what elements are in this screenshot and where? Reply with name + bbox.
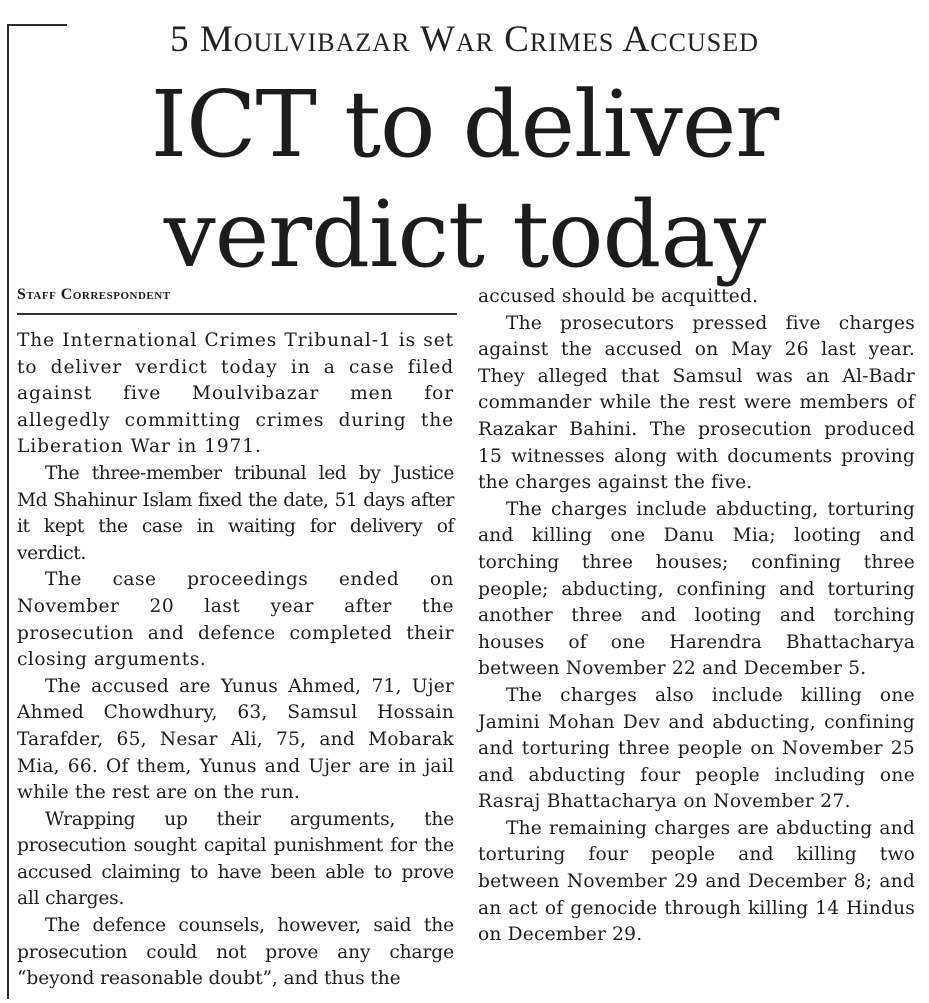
headline-line-1: ICT to deliver [150, 71, 779, 178]
paragraph: The three-member tribunal led by Justice Md Shahinur Islam fixed the date, 51 days after it kept the case in waiting for delivery of verdict. [17, 462, 454, 564]
headline-line-2: verdict today [163, 181, 766, 288]
paragraph: accused should be acquitted. [478, 286, 759, 307]
article-column-right [478, 284, 915, 949]
main-headline [0, 70, 929, 290]
paragraph: The remaining charges are abducting and torturing four people and killing two between November 29 and December 8; and an act of genocide through killing 14 Hindus on December 29. [478, 817, 915, 946]
article-column-left [17, 328, 454, 993]
kicker-headline: 5 Moulvibazar War Crimes Accused [170, 19, 759, 60]
paragraph: The accused are Yunus Ahmed, 71, Ujer Ahmed Chowdhury, 63, Samsul Hossain Tarafder, 65, Nesar Ali, 75, and Mobarak Mia, 66. Of them, Yunus and Ujer are in jail while the rest are on the run. [17, 675, 454, 804]
paragraph: Wrapping up their arguments, the prosecution sought capital punishment for the accused claiming to have been able to prove all charges. [17, 808, 454, 910]
paragraph: The International Crimes Tribunal-1 is set to deliver verdict today in a case filed against five Moulvibazar men for allegedly committing crimes during the Liberation War in 1971. [17, 330, 454, 458]
paragraph: The charges also include killing one Jamini Mohan Dev and abducting, confining and torturing three people on November 25 and abducting four people including one Rasraj Bhattacharya on November 27. [478, 684, 915, 813]
paragraph: The case proceedings ended on November 20 last year after the prosecution and defence completed their closing arguments. [17, 569, 454, 671]
paragraph: The defence counsels, however, said the prosecution could not prove any charge “beyond reasonable doubt”, and thus the [17, 915, 454, 990]
byline: Staff Correspondent [17, 286, 171, 303]
byline-divider [17, 313, 457, 315]
paragraph: The charges include abducting, torturing and killing one Danu Mia; looting and torching three houses; confining three people; abducting, confining and torturing another three and looting and torching houses of one Harendra Bhattacharya between November 22 and December 5. [478, 498, 915, 680]
paragraph: The prosecutors pressed five charges against the accused on May 26 last year. They alleged that Samsul was an Al-Badr commander while the rest were members of Razakar Bahini. The prosecution produced 15 witnesses along with documents proving the charges against the five. [478, 312, 915, 494]
